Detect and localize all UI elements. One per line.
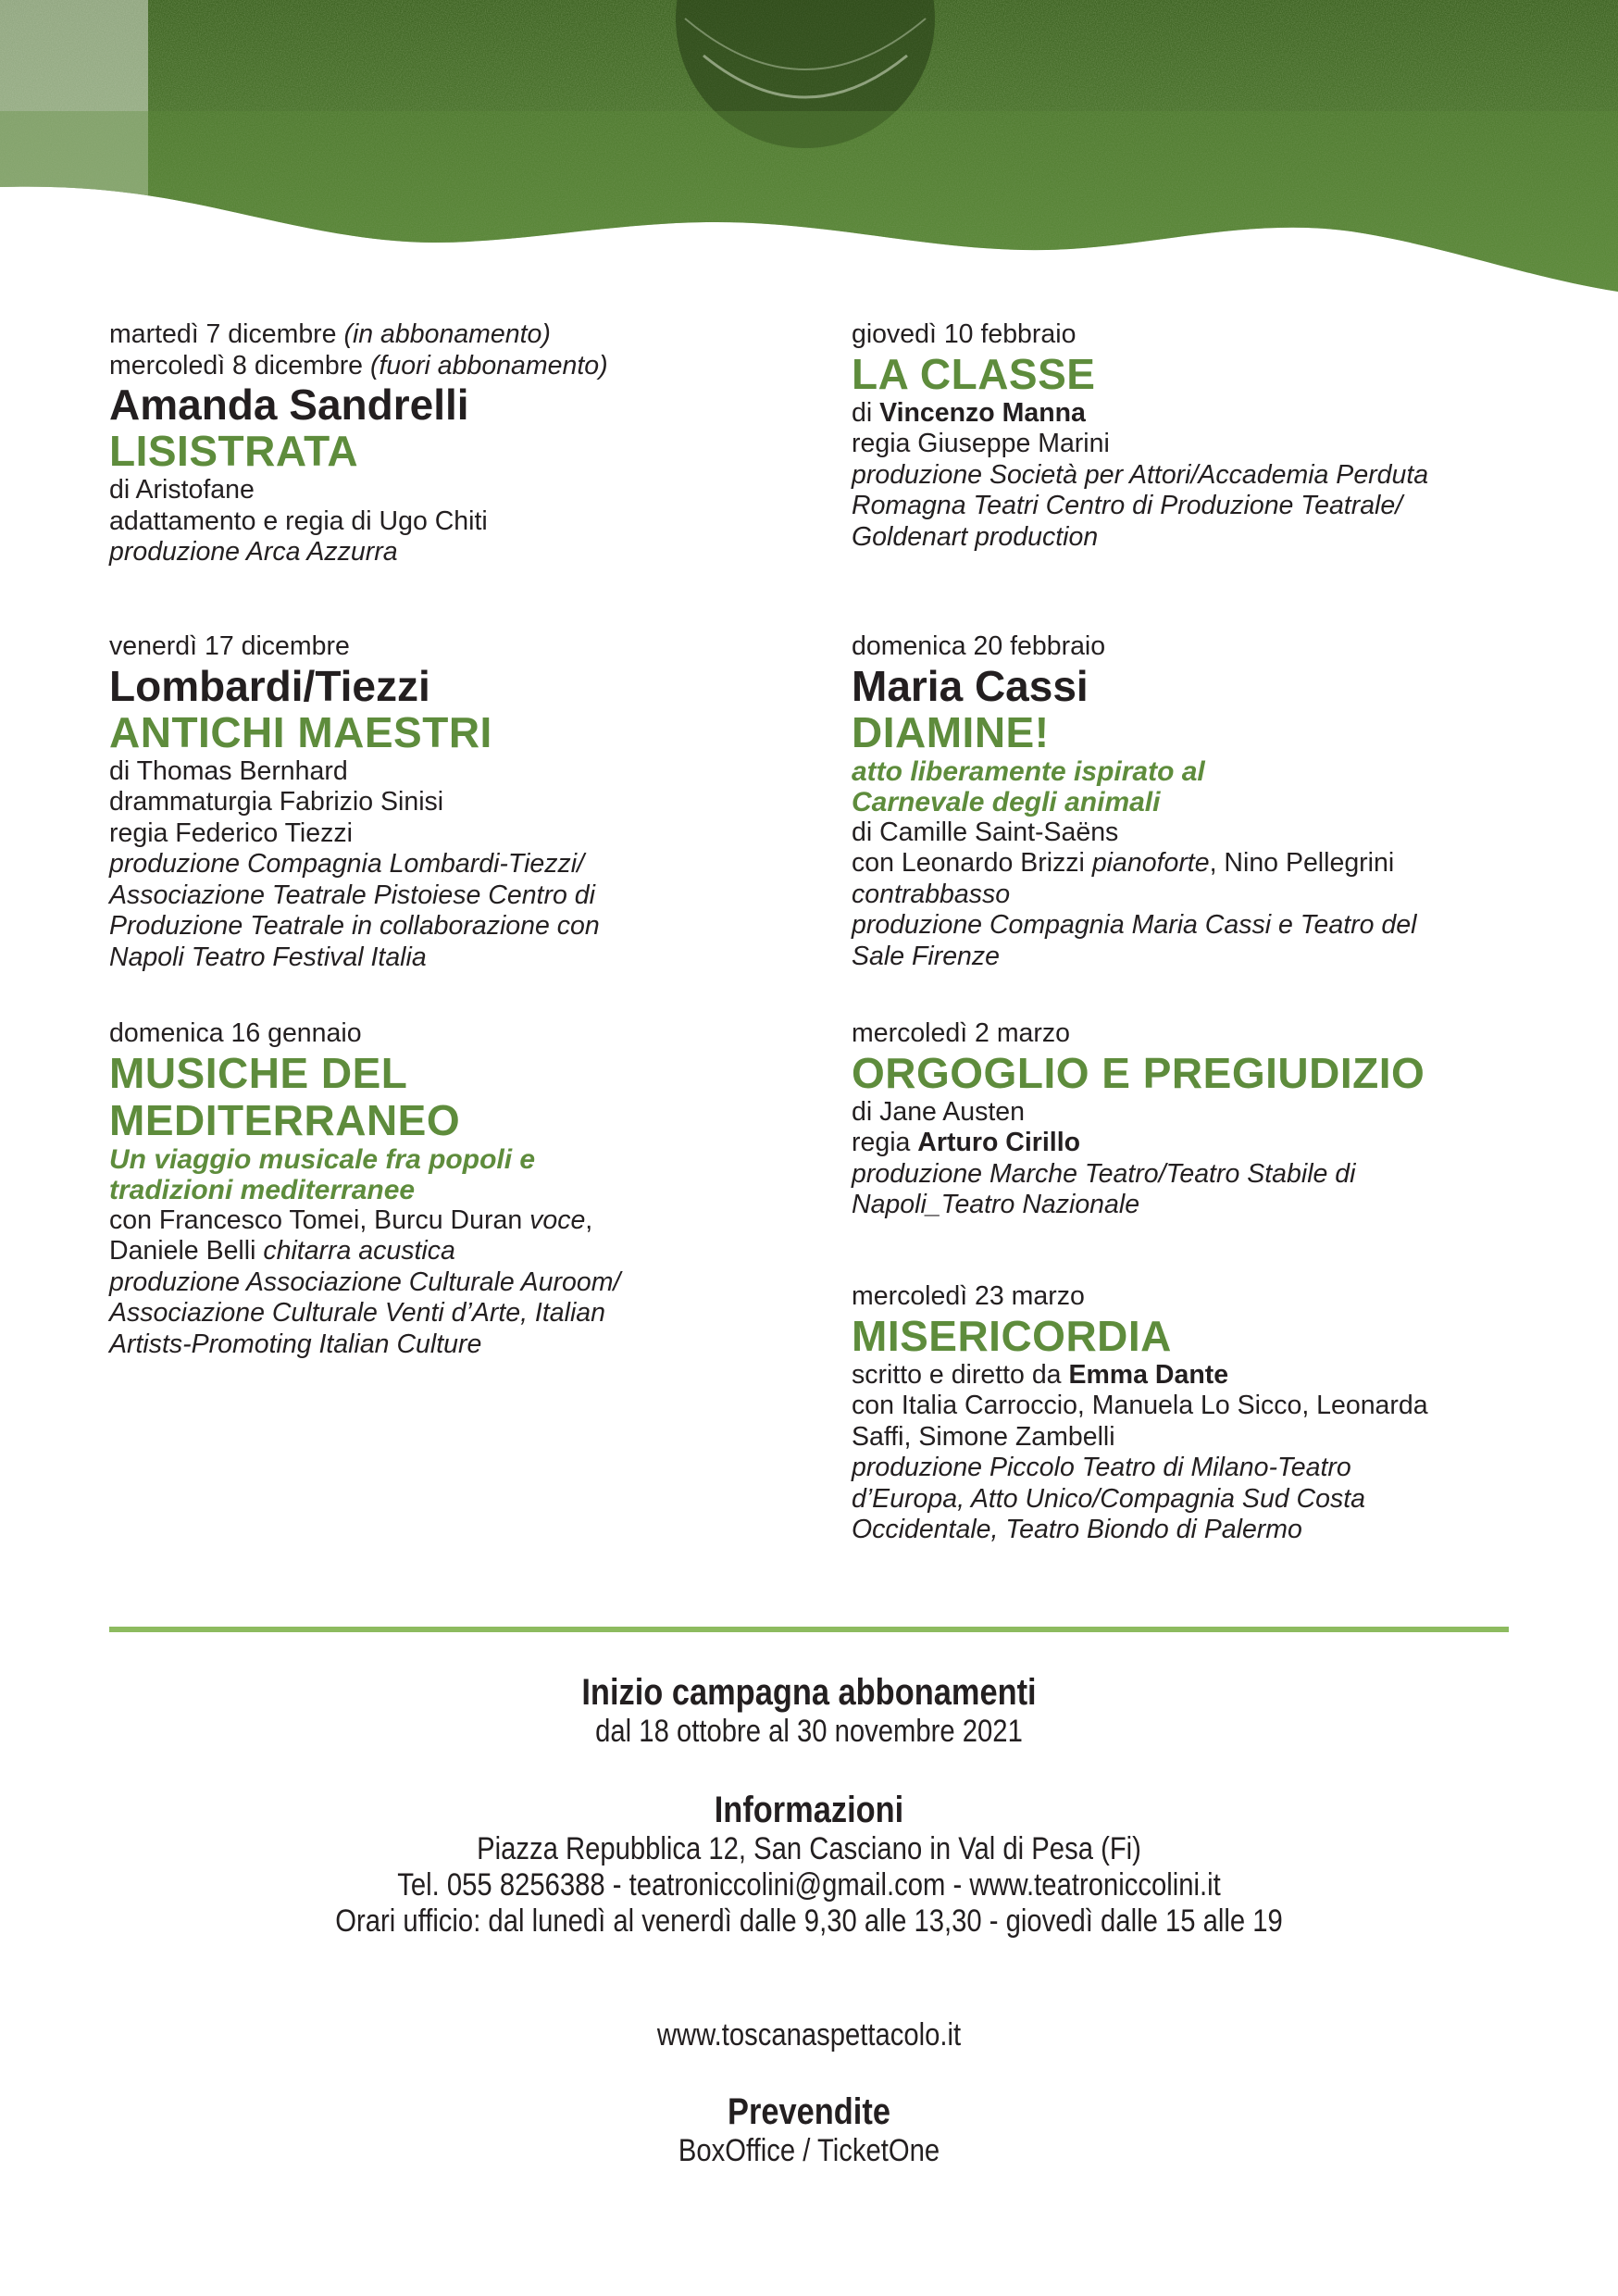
campaign-dates: dal 18 ottobre al 30 novembre 2021 <box>595 1714 1023 1749</box>
event-orgoglio-e-pregiudizio <box>852 1018 1518 1221</box>
event-performer: Amanda Sandrelli <box>109 381 469 429</box>
event-production: produzione Marche Teatro/Teatro Stabile di <box>852 1158 1356 1189</box>
footer-info <box>0 1671 1618 2169</box>
event-title: LA CLASSE <box>852 349 1096 398</box>
campaign-title: Inizio campagna abbonamenti <box>581 1672 1037 1713</box>
event-cast: contrabbasso <box>852 879 1011 909</box>
event-production: produzione Compagnia Maria Cassi e Teatro del <box>852 910 1417 940</box>
event-misericordia <box>852 1281 1518 1546</box>
event-title: MISERICORDIA <box>852 1311 1172 1360</box>
event-author: di Thomas Bernhard <box>109 755 348 786</box>
event-author: di Aristofane <box>109 475 255 505</box>
event-title: LISISTRATA <box>109 427 359 475</box>
event-date: martedì 7 dicembre (in abbonamento) <box>109 319 551 349</box>
event-antichi-maestri <box>109 631 776 973</box>
event-date: domenica 20 febbraio <box>852 631 1106 661</box>
event-production: produzione Società per Attori/Accademia Perduta <box>852 459 1429 490</box>
event-title: ORGOGLIO E PREGIUDIZIO <box>852 1048 1425 1097</box>
event-title: MUSICHE DEL <box>109 1048 408 1097</box>
event-musiche-del-mediterraneo <box>109 1018 776 1360</box>
event-director: regia Arturo Cirillo <box>852 1128 1081 1157</box>
event-production: d’Europa, Atto Unico/Compagnia Sud Costa <box>852 1483 1366 1514</box>
event-date: mercoledì 8 dicembre (fuori abbonamento) <box>109 350 608 381</box>
event-cast: Daniele Belli chitarra acustica <box>109 1236 455 1266</box>
event-production: produzione Compagnia Lombardi-Tiezzi/ <box>109 849 585 879</box>
event-date: mercoledì 2 marzo <box>852 1018 1071 1048</box>
event-production: Artists-Promoting Italian Culture <box>109 1329 482 1359</box>
website-link[interactable]: www.toscanaspettacolo.it <box>656 2017 962 2053</box>
section-divider <box>109 1627 1509 1632</box>
event-production: Associazione Culturale Venti d’Arte, Italian <box>109 1298 605 1328</box>
event-cast: Saffi, Simone Zambelli <box>852 1421 1115 1452</box>
date-note: (in abbonamento) <box>343 319 551 349</box>
event-author: di Vincenzo Manna <box>852 397 1086 428</box>
info-title: Informazioni <box>714 1790 904 1830</box>
event-date: giovedì 10 febbraio <box>852 319 1077 349</box>
event-diamine <box>852 631 1518 972</box>
event-date: venerdì 17 dicembre <box>109 631 350 661</box>
event-production: produzione Piccolo Teatro di Milano-Teatro <box>852 1453 1351 1482</box>
header-banner-image <box>0 0 1618 296</box>
event-cast: con Italia Carroccio, Manuela Lo Sicco, Leonarda <box>852 1391 1428 1420</box>
event-author: scritto e diretto da Emma Dante <box>852 1359 1229 1390</box>
event-cast: con Leonardo Brizzi pianoforte, Nino Pellegrini <box>852 848 1395 878</box>
address: Piazza Repubblica 12, San Casciano in Val di Pesa (Fi) <box>477 1831 1141 1866</box>
event-subtitle: tradizioni mediterranee <box>109 1174 416 1205</box>
event-performer: Maria Cassi <box>852 661 1089 710</box>
event-author: di Jane Austen <box>852 1096 1025 1127</box>
event-production: Associazione Teatrale Pistoiese Centro di <box>109 880 595 910</box>
event-subtitle: Carnevale degli animali <box>852 786 1161 817</box>
event-production: produzione Associazione Culturale Auroom/ <box>109 1267 621 1297</box>
event-la-classe <box>852 319 1518 553</box>
event-production: Sale Firenze <box>852 941 1000 971</box>
event-subtitle: Un viaggio musicale fra popoli e <box>109 1143 536 1175</box>
event-dramaturgy: drammaturgia Fabrizio Sinisi <box>109 787 444 817</box>
event-performer: Lombardi/Tiezzi <box>109 661 430 710</box>
date-note: (fuori abbonamento) <box>369 350 608 381</box>
event-production: produzione Arca Azzurra <box>109 537 398 567</box>
event-lisistrata <box>109 319 776 568</box>
presale-title: Prevendite <box>728 2091 890 2132</box>
event-subtitle: atto liberamente ispirato al <box>852 755 1205 787</box>
presale-channels: BoxOffice / TicketOne <box>678 2133 940 2168</box>
event-author: di Camille Saint-Saëns <box>852 817 1119 847</box>
event-production: Napoli_Teatro Nazionale <box>852 1190 1140 1219</box>
event-director: regia Giuseppe Marini <box>852 429 1110 458</box>
event-cast: con Francesco Tomei, Burcu Duran voce, <box>109 1204 593 1235</box>
event-production: Produzione Teatrale in collaborazione con <box>109 911 600 941</box>
event-production: Romagna Teatri Centro di Produzione Teatrale/ <box>852 491 1403 520</box>
event-production: Goldenart production <box>852 521 1099 552</box>
event-director: adattamento e regia di Ugo Chiti <box>109 505 488 536</box>
contacts[interactable]: Tel. 055 8256388 - teatroniccolini@gmail.com - www.teatroniccolini.it <box>397 1867 1221 1903</box>
event-date: domenica 16 gennaio <box>109 1018 362 1048</box>
event-production: Napoli Teatro Festival Italia <box>109 942 427 972</box>
event-title: MEDITERRANEO <box>109 1095 461 1144</box>
event-title: ANTICHI MAESTRI <box>109 707 492 756</box>
event-director: regia Federico Tiezzi <box>109 817 353 848</box>
event-date: mercoledì 23 marzo <box>852 1281 1085 1311</box>
event-title: DIAMINE! <box>852 707 1050 756</box>
office-hours: Orari ufficio: dal lunedì al venerdì dalle 9,30 alle 13,30 - giovedì dalle 15 alle 19 <box>335 1903 1283 1939</box>
event-production: Occidentale, Teatro Biondo di Palermo <box>852 1515 1302 1544</box>
